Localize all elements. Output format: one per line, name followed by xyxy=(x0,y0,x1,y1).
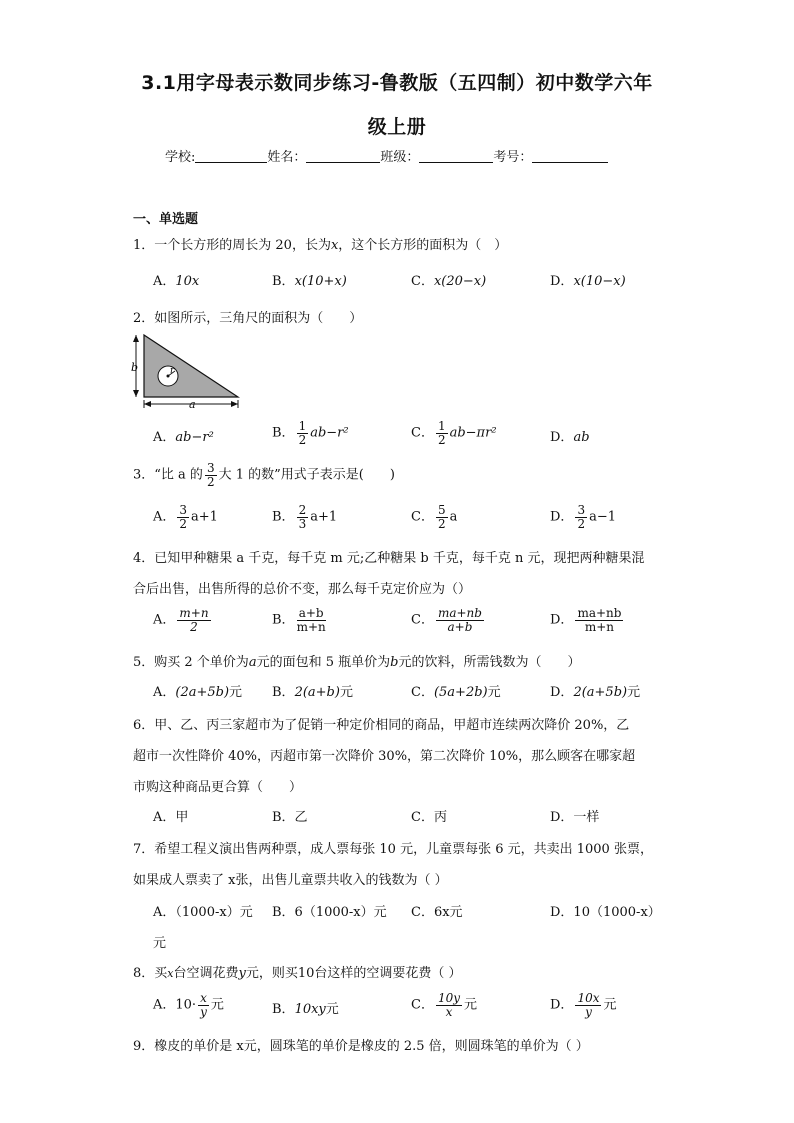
q6-option-d[interactable]: D．一样 xyxy=(550,810,600,825)
exam-no-field[interactable] xyxy=(532,149,608,163)
question-1: 1．一个长方形的周长为 20，长为x，这个长方形的面积为（ ） xyxy=(133,238,508,253)
q3-option-a[interactable]: A． $\frac{3}{2}$ a+1 xyxy=(153,503,218,531)
question-6-line1: 6．甲、乙、丙三家超市为了促销一种定价相同的商品，甲超市连续两次降价 20%，乙 xyxy=(133,718,630,733)
arrow-right-icon xyxy=(231,401,238,407)
question-8: 8．买x台空调花费y元，则买10台这样的空调要花费（ ） xyxy=(133,966,462,981)
question-7-line1: 7．希望工程义演出售两种票，成人票每张 10 元，儿童票每张 6 元，共卖出 1000 张票， xyxy=(133,842,653,857)
q3-option-b[interactable]: B． $\frac{2}{3}$ a+1 xyxy=(272,503,338,531)
question-3: 3．“比 a 的 $\frac{3}{2}$ 大 1 的数”用式子表示是( ) xyxy=(133,461,395,489)
q2-option-c[interactable]: C． $\frac{1}{2}$ ab−πr² xyxy=(411,419,497,447)
section-heading: 一、单选题 xyxy=(133,212,199,227)
question-4-line2: 合后出售，出售所得的总价不变，那么每千克定价应为（） xyxy=(133,582,472,597)
q4-option-c[interactable]: C． $\frac{ma+nb}{a+b}$ xyxy=(411,606,482,634)
question-2: 2．如图所示，三角尺的面积为（ ） xyxy=(133,311,363,326)
q5-option-a[interactable]: A．(2a+5b)元 xyxy=(153,685,243,700)
question-9: 9．橡皮的单价是 x元，圆珠笔的单价是橡皮的 2.5 倍，则圆珠笔的单价为（ ） xyxy=(133,1039,589,1054)
q6-option-c[interactable]: C．丙 xyxy=(411,810,447,825)
q8-option-d[interactable]: D． $\frac{10x}{y}$ 元 xyxy=(550,991,617,1019)
q5-option-d[interactable]: D．2(a+5b)元 xyxy=(550,685,641,700)
q1-option-b[interactable]: B．x(10+x) xyxy=(272,274,347,289)
q1-option-d[interactable]: D．x(10−x) xyxy=(550,274,626,289)
label-a: a xyxy=(189,398,196,411)
class-label: 班级： xyxy=(380,150,420,165)
q2-option-d[interactable]: D．ab xyxy=(550,430,590,445)
name-label: 姓名： xyxy=(267,150,307,165)
q1-option-a[interactable]: A．10x xyxy=(153,274,200,289)
class-field[interactable] xyxy=(419,149,493,163)
q8-option-a[interactable]: A．10· $\frac{x}{y}$ 元 xyxy=(153,991,224,1019)
student-info-line xyxy=(165,146,608,165)
q5-option-c[interactable]: C．(5a+2b)元 xyxy=(411,685,501,700)
q6-option-b[interactable]: B．乙 xyxy=(272,810,308,825)
q7-option-d-wrap: 元 xyxy=(153,936,167,951)
q3-option-c[interactable]: C． $\frac{5}{2}$ a xyxy=(411,503,458,531)
name-field[interactable] xyxy=(306,149,380,163)
question-5: 5．购买 2 个单价为a元的面包和 5 瓶单价为b元的饮料，所需钱数为（ ） xyxy=(133,655,581,670)
q8-option-b[interactable]: B．10xy元 xyxy=(272,1002,339,1017)
question-6-line3: 市购这种商品更合算（ ） xyxy=(133,780,303,795)
question-6-line2: 超市一次性降价 40%，丙超市第一次降价 30%，第二次降价 10%，那么顾客在哪家超 xyxy=(133,749,636,764)
q8-option-c[interactable]: C． $\frac{10y}{x}$ 元 xyxy=(411,991,478,1019)
q3-option-d[interactable]: D． $\frac{3}{2}$ a−1 xyxy=(550,503,616,531)
question-4-line1: 4．已知甲种糖果 a 千克，每千克 m 元;乙种糖果 b 千克，每千克 n 元，现把两种糖果混 xyxy=(133,551,645,566)
q6-option-a[interactable]: A．甲 xyxy=(153,810,189,825)
triangle-ruler-figure xyxy=(128,332,244,412)
arrow-up-icon xyxy=(133,335,139,342)
school-label: 学校: xyxy=(165,150,196,165)
page-title: 3.1用字母表示数同步练习-鲁教版（五四制）初中数学六年 xyxy=(141,72,653,94)
exam-no-label: 考号： xyxy=(493,150,533,165)
q4-option-d[interactable]: D． $\frac{ma+nb}{m+n}$ xyxy=(550,606,622,634)
q4-option-a[interactable]: A． $\frac{m+n}{2}$ xyxy=(153,606,209,634)
triangle-shape xyxy=(144,335,238,397)
arrow-left-icon xyxy=(144,401,151,407)
q1-option-c[interactable]: C．x(20−x) xyxy=(411,274,487,289)
q4-option-b[interactable]: B． $\frac{a+b}{m+n}$ xyxy=(272,606,326,634)
q2-option-a[interactable]: A．ab−r² xyxy=(153,430,214,445)
question-7-line2: 如果成人票卖了 x张，出售儿童票共收入的钱数为（ ） xyxy=(133,873,448,888)
q2-option-b[interactable]: B． $\frac{1}{2}$ ab−r² xyxy=(272,419,349,447)
q7-option-b[interactable]: B．6（1000-x）元 xyxy=(272,905,387,920)
label-r: r xyxy=(170,366,175,376)
q7-option-a[interactable]: A．（1000-x）元 xyxy=(153,905,253,920)
page-title-line2: 级上册 xyxy=(367,116,427,138)
q7-option-c[interactable]: C．6x元 xyxy=(411,905,463,920)
school-field[interactable] xyxy=(195,149,267,163)
arrow-down-icon xyxy=(133,390,139,397)
label-b: b xyxy=(131,361,139,374)
q5-option-b[interactable]: B．2(a+b)元 xyxy=(272,685,353,700)
q7-option-d[interactable]: D．10（1000-x） xyxy=(550,905,661,920)
